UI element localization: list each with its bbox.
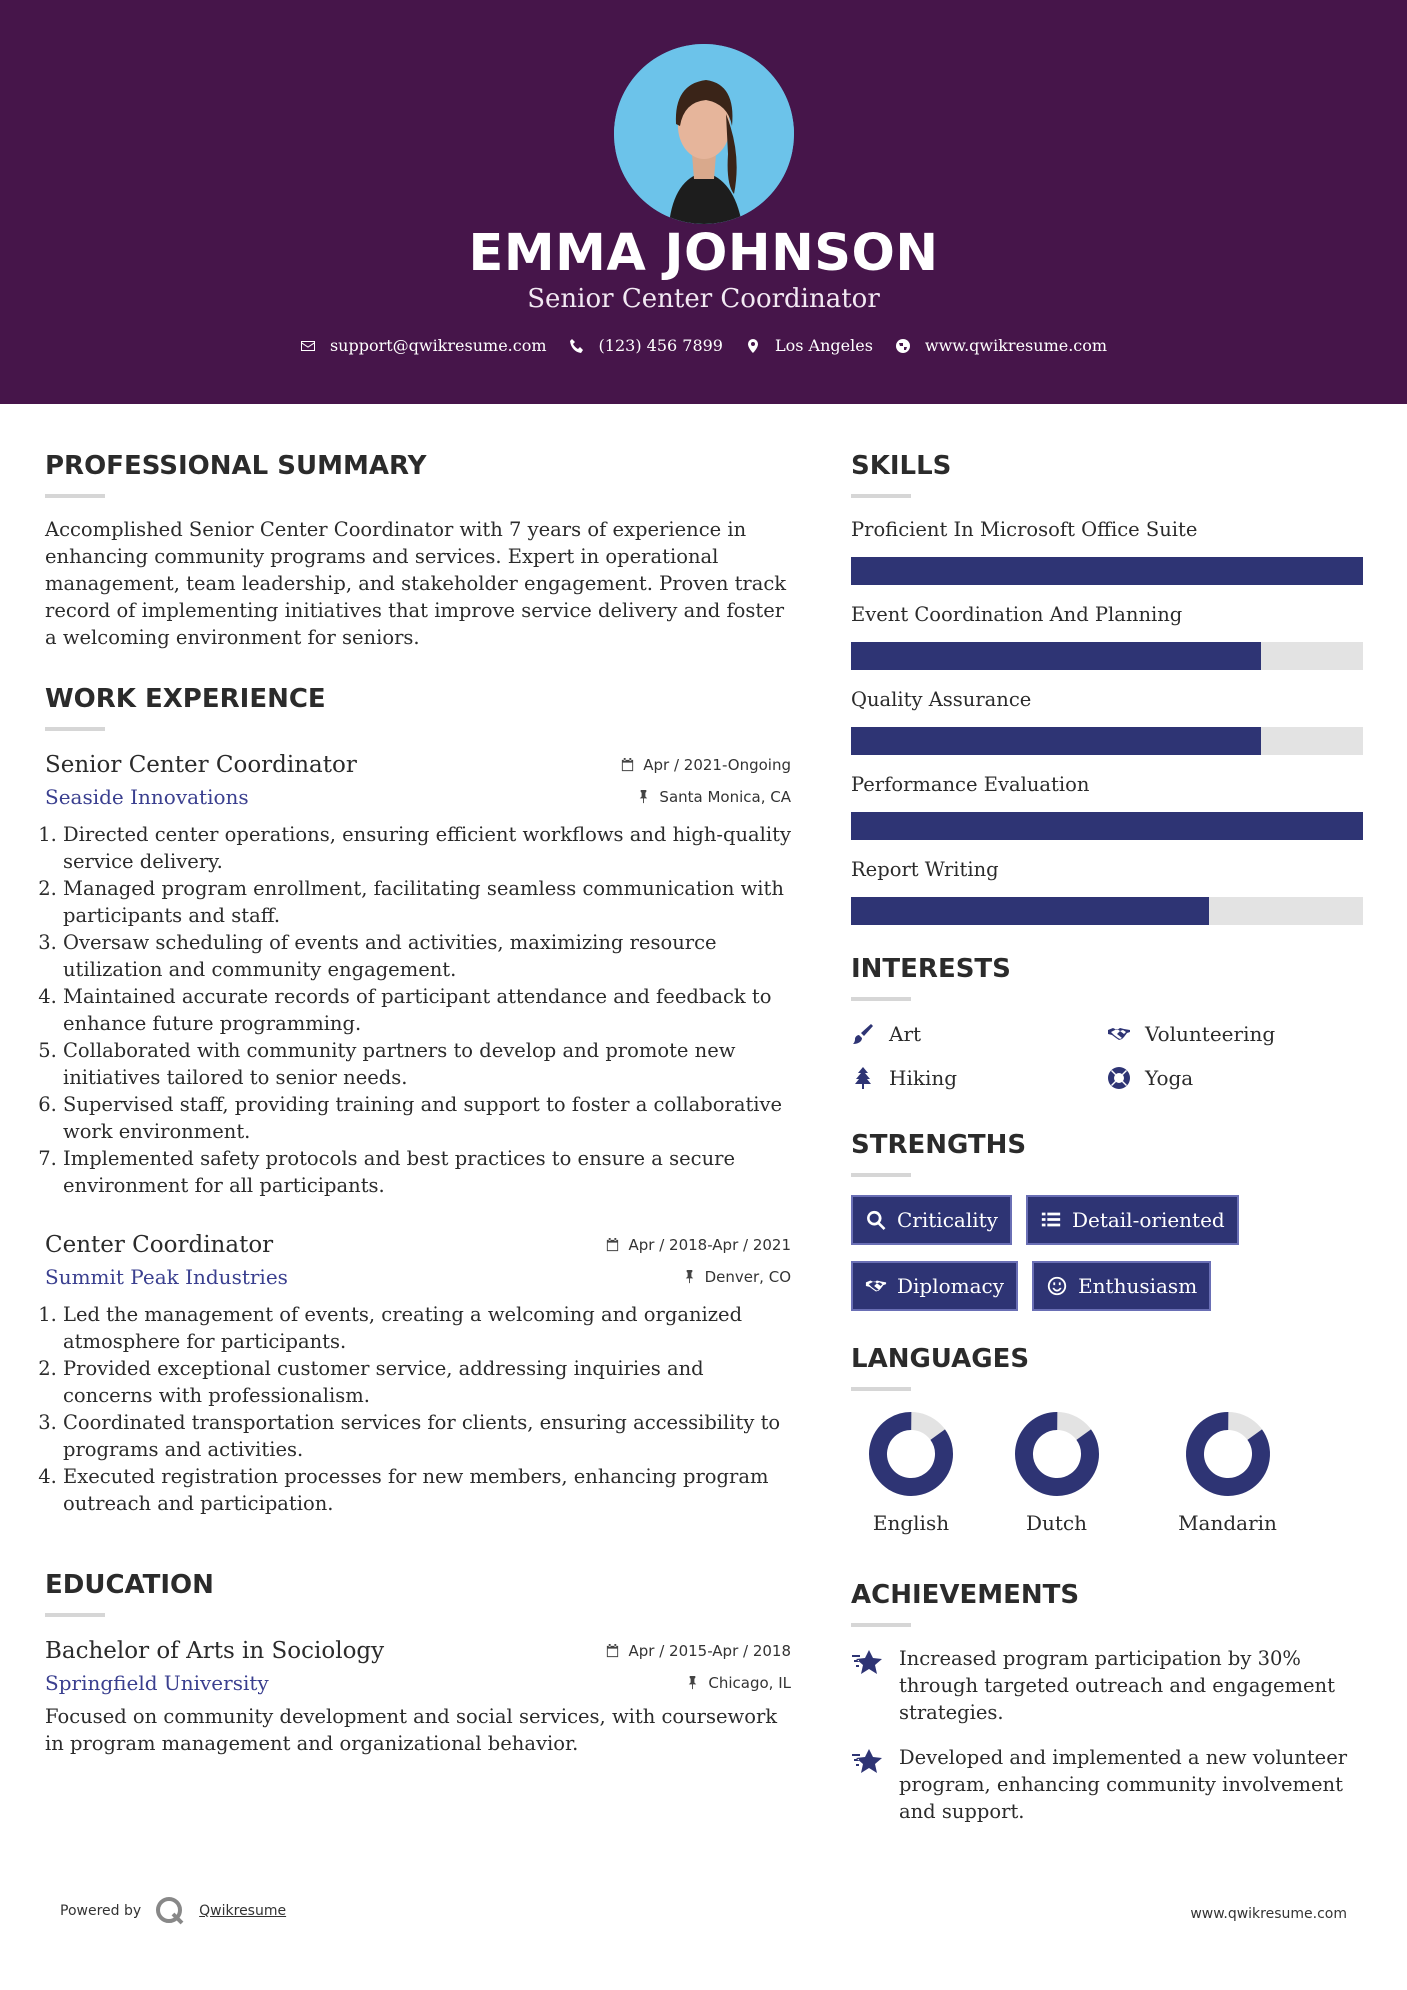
skill-bar-fill [851, 642, 1261, 670]
skill-bar [851, 727, 1363, 755]
summary-heading: PROFESSIONAL SUMMARY [45, 451, 427, 481]
language-item [971, 1409, 1142, 1535]
strengths-heading: STRENGTHS [851, 1130, 1027, 1160]
skill-name: Proficient In Microsoft Office Suite [851, 518, 1198, 541]
skill-bar-fill [851, 897, 1209, 925]
list-item: 6. Supervised staff, providing training and support to foster a collaborative work environment. [63, 1091, 791, 1145]
list-item: 1. Led the management of events, creating a welcoming and organized atmosphere for participants. [63, 1301, 791, 1355]
list-item: 7. Implemented safety protocols and best practices to ensure a secure environment for all participants. [63, 1145, 791, 1199]
interest-item [1107, 1019, 1363, 1049]
section-divider [45, 1613, 105, 1617]
language-name: Dutch [1025, 1511, 1088, 1535]
list-item: 4. Executed registration processes for new members, enhancing program outreach and participation. [63, 1463, 791, 1517]
globe-icon [895, 338, 911, 354]
job-title: Senior Center Coordinator [45, 752, 357, 778]
language-donut [1183, 1409, 1273, 1499]
job-location-text: Denver, CO [704, 1267, 791, 1286]
search-icon [865, 1209, 887, 1231]
contact-phone[interactable] [569, 336, 723, 355]
map-marker-icon [745, 338, 761, 354]
education-location-text: Chicago, IL [708, 1673, 791, 1692]
strength-label: Enthusiasm [1078, 1274, 1198, 1298]
right-column [851, 448, 1363, 1843]
skill-bar-fill [851, 812, 1363, 840]
section-divider [851, 1173, 911, 1177]
interest-item [851, 1063, 1107, 1093]
strength-chip [851, 1261, 1018, 1311]
brand-link[interactable]: Qwikresume [199, 1903, 287, 1919]
strength-label: Criticality [897, 1208, 998, 1232]
contact-website[interactable] [895, 336, 1107, 355]
skill-item [851, 771, 1363, 840]
job-location [682, 1268, 791, 1286]
donut-fill [866, 1409, 956, 1499]
donut-fill [1183, 1409, 1273, 1499]
section-divider [851, 494, 911, 498]
strength-label: Diplomacy [897, 1274, 1005, 1298]
phone-text: (123) 456 7899 [598, 336, 723, 355]
contact-location [745, 336, 873, 355]
achievements-heading: ACHIEVEMENTS [851, 1580, 1080, 1610]
language-donut [1012, 1409, 1102, 1499]
job-title: Center Coordinator [45, 1232, 274, 1258]
list-item: 1. Directed center operations, ensuring efficient workflows and high-quality service delivery. [63, 821, 791, 875]
languages-heading: LANGUAGES [851, 1344, 1030, 1374]
list-item: 3. Oversaw scheduling of events and activities, maximizing resource utilization and community engagement. [63, 929, 791, 983]
list-item: 3. Coordinated transportation services for clients, ensuring accessibility to programs and activities. [63, 1409, 791, 1463]
skill-item [851, 516, 1363, 585]
skills-heading: SKILLS [851, 451, 952, 481]
smile-icon [1046, 1275, 1068, 1297]
skill-name: Performance Evaluation [851, 773, 1090, 796]
contact-email[interactable] [300, 336, 547, 355]
calendar-icon [620, 757, 635, 772]
interest-item [851, 1019, 1107, 1049]
pin-icon [685, 1675, 700, 1690]
skills-list [851, 516, 1363, 925]
experience-heading: WORK EXPERIENCE [45, 684, 326, 714]
job-duties [45, 821, 791, 1199]
section-divider [45, 727, 105, 731]
skill-bar-fill [851, 727, 1261, 755]
skill-bar [851, 642, 1363, 670]
star-icon [851, 1746, 883, 1778]
skill-bar [851, 557, 1363, 585]
handshake-icon [865, 1275, 887, 1297]
language-item [851, 1409, 971, 1535]
avatar [614, 44, 794, 224]
list-item: 4. Maintained accurate records of participant attendance and feedback to enhance future programming. [63, 983, 791, 1037]
company-name: Seaside Innovations [45, 785, 249, 809]
skill-bar-fill [851, 557, 1363, 585]
language-name: English [872, 1511, 950, 1535]
pin-icon [682, 1269, 697, 1284]
language-name: Mandarin [1178, 1511, 1277, 1535]
section-divider [45, 494, 105, 498]
envelope-icon [300, 338, 316, 354]
language-item [1142, 1409, 1313, 1535]
list-item: 2. Managed program enrollment, facilitating seamless communication with participants and staff. [63, 875, 791, 929]
lifering-icon [1107, 1066, 1131, 1090]
skill-item [851, 686, 1363, 755]
section-divider [851, 1623, 911, 1627]
paintbrush-icon [851, 1022, 875, 1046]
calendar-icon [605, 1237, 620, 1252]
skill-name: Event Coordination And Planning [851, 603, 1183, 626]
powered-by-text: Powered by [60, 1903, 142, 1919]
interest-label: Volunteering [1145, 1022, 1276, 1046]
list-item: 2. Provided exceptional customer service, addressing inquiries and concerns with professionalism. [63, 1355, 791, 1409]
list-icon [1040, 1209, 1062, 1231]
header-banner [0, 0, 1407, 404]
summary-text: Accomplished Senior Center Coordinator with 7 years of experience in enhancing community programs and services. Expert in operational management, team leadership, and stakeholder engagement. Proven track record of implementing initiatives that improve service delivery and foster a welcoming environment for seniors. [45, 518, 787, 649]
job-duties [45, 1301, 791, 1517]
education-dates-text: Apr / 2015-Apr / 2018 [628, 1641, 791, 1660]
interest-label: Hiking [889, 1066, 958, 1090]
languages-list [851, 1409, 1363, 1535]
job-dates-text: Apr / 2021-Ongoing [643, 755, 791, 774]
education-heading: EDUCATION [45, 1570, 214, 1600]
section-divider [851, 997, 911, 1001]
job-entry [45, 749, 791, 1199]
qwikresume-logo-icon [155, 1896, 185, 1926]
skill-bar [851, 812, 1363, 840]
job-dates [620, 756, 791, 774]
education-entry [45, 1635, 791, 1757]
phone-icon [569, 338, 585, 354]
pin-icon [636, 789, 651, 804]
calendar-icon [605, 1643, 620, 1658]
education-dates [605, 1642, 791, 1660]
achievement-item [851, 1645, 1363, 1726]
achievement-item [851, 1744, 1363, 1825]
education-location [685, 1674, 791, 1692]
job-entry [45, 1229, 791, 1517]
achievements-list [851, 1645, 1363, 1825]
candidate-name: EMMA JOHNSON [468, 224, 939, 283]
star-icon [851, 1647, 883, 1679]
strength-chip [1026, 1195, 1239, 1245]
achievement-text: Increased program participation by 30% through targeted outreach and engagement strategies. [899, 1647, 1335, 1724]
strength-chip [851, 1195, 1012, 1245]
list-item: 5. Collaborated with community partners to develop and promote new initiatives tailored to senior needs. [63, 1037, 791, 1091]
donut-fill [1012, 1409, 1102, 1499]
skill-name: Quality Assurance [851, 688, 1032, 711]
job-location [636, 788, 791, 806]
skill-item [851, 601, 1363, 670]
company-name: Summit Peak Industries [45, 1265, 288, 1289]
avatar-photo [614, 44, 794, 224]
strength-chip [1032, 1261, 1211, 1311]
interest-label: Art [889, 1022, 922, 1046]
language-donut [866, 1409, 956, 1499]
skill-bar [851, 897, 1363, 925]
footer-powered-by [60, 1896, 286, 1926]
job-dates [605, 1236, 791, 1254]
skill-item [851, 856, 1363, 925]
tree-icon [851, 1066, 875, 1090]
section-divider [851, 1387, 911, 1391]
candidate-title: Senior Center Coordinator [527, 284, 880, 314]
email-text: support@qwikresume.com [329, 336, 547, 355]
website-text: www.qwikresume.com [924, 336, 1108, 355]
school-name: Springfield University [45, 1671, 269, 1695]
job-location-text: Santa Monica, CA [659, 787, 791, 806]
interests-heading: INTERESTS [851, 954, 1011, 984]
footer-website[interactable]: www.qwikresume.com [1190, 1906, 1347, 1922]
strength-label: Detail-oriented [1071, 1208, 1225, 1232]
left-column [45, 448, 791, 1757]
interest-item [1107, 1063, 1363, 1093]
interests-list [851, 1019, 1363, 1093]
job-dates-text: Apr / 2018-Apr / 2021 [628, 1235, 791, 1254]
achievement-text: Developed and implemented a new volunteer program, enhancing community involvement and support. [899, 1746, 1348, 1823]
handshake-icon [1107, 1022, 1131, 1046]
education-text: Focused on community development and social services, with coursework in program management and organizational behavior. [45, 1705, 778, 1755]
skill-name: Report Writing [851, 858, 999, 881]
interest-label: Yoga [1145, 1066, 1194, 1090]
location-text: Los Angeles [774, 336, 873, 355]
contact-bar [0, 336, 1407, 355]
degree-title: Bachelor of Arts in Sociology [45, 1638, 385, 1664]
strengths-list [851, 1195, 1251, 1311]
